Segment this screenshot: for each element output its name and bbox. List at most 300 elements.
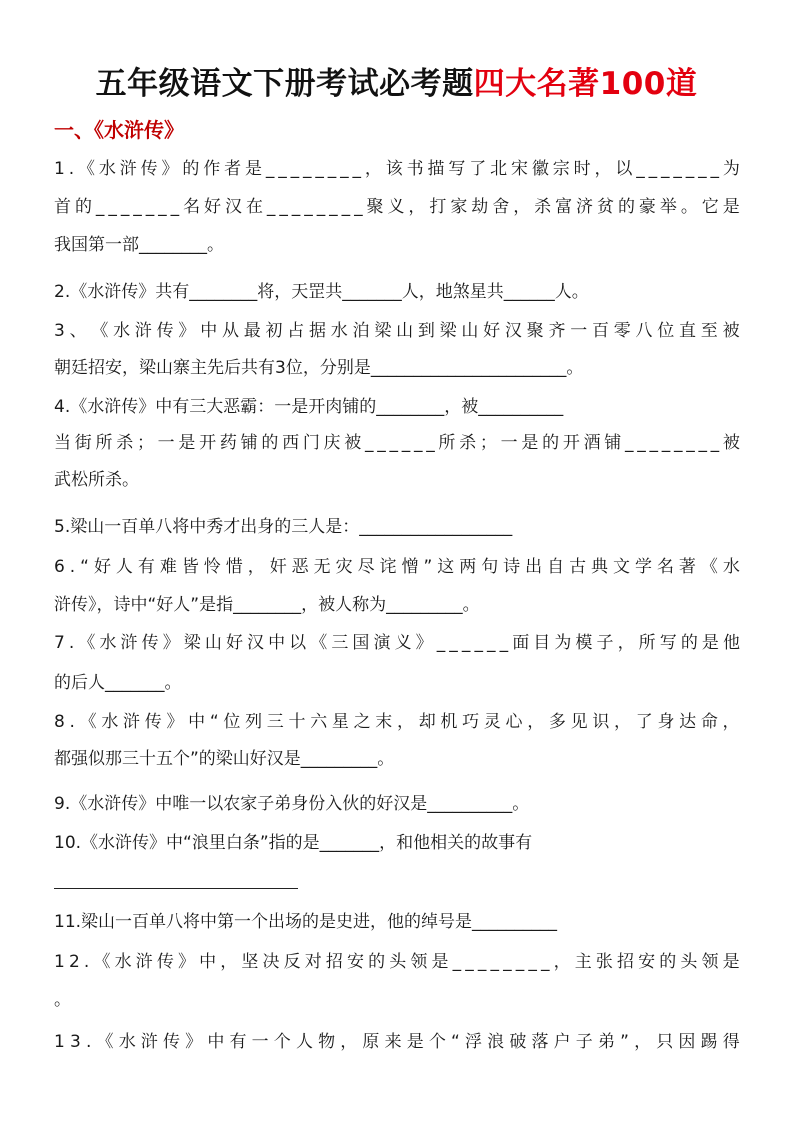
char: ， [614,712,632,732]
char: _ [698,433,707,453]
char: 浮 [465,1032,482,1052]
char: _ [673,159,682,179]
question-line [54,1030,740,1054]
char: 人 [115,557,133,577]
char: . [69,712,75,732]
char: _ [698,159,707,179]
char: 末 [375,712,393,732]
char: 一 [251,1032,269,1052]
char: 见 [570,712,588,732]
char: 被 [722,433,740,453]
char: _ [377,433,386,453]
char: _ [465,952,474,972]
char: 落 [531,1032,549,1052]
question-line [54,431,740,455]
char: 中 [188,712,206,732]
char: 模 [575,633,593,653]
char: 头 [389,952,407,972]
char: 铺 [604,433,622,453]
char: _ [426,433,435,453]
char: 水 [99,633,117,653]
char: _ [302,159,312,179]
char: _ [352,159,361,179]
char: _ [315,159,324,179]
question-line: 都强似那三十五个”的梁山好汉是_________。 [54,749,395,769]
char: 者 [224,159,242,179]
char: 张 [595,952,613,972]
char: 。 [680,197,698,217]
char: 原 [362,1032,380,1052]
char: 一 [570,321,588,341]
char: _ [685,159,695,179]
char: 心 [505,712,523,732]
char: 首 [54,197,71,217]
char: 水 [113,321,131,341]
char: 浒 [140,1032,158,1052]
char: 西 [282,433,300,453]
char: 学 [634,557,652,577]
char: 聚 [526,321,544,341]
char: 所 [638,633,656,653]
char: 聚 [366,197,384,217]
char: 皆 [181,557,199,577]
char: 命 [700,712,718,732]
char: 至 [700,321,718,341]
char: 的 [182,159,200,179]
char: 演 [373,633,391,653]
char: 子 [596,633,614,653]
char: 义 [387,197,405,217]
char: 好 [204,197,222,217]
char: 多 [548,712,566,732]
char: ， [247,557,265,577]
question-line: 11.梁山一百单八将中第一个出场的是史进，他的绰号是__________ [54,912,558,932]
char: 1 [54,1032,65,1052]
char: 贫 [597,197,614,217]
char: _ [673,433,683,453]
char: 劫 [471,197,489,217]
char: 出 [525,557,543,577]
char: 十 [288,712,306,732]
char: _ [401,433,411,453]
char: _ [499,633,509,653]
char: 了 [469,159,487,179]
char: 识 [592,712,610,732]
char: 直 [679,321,697,341]
char: 来 [384,1032,402,1052]
char: 典 [591,557,609,577]
char: 汉 [504,321,522,341]
char: _ [528,952,537,972]
char: 是 [431,952,449,972]
char: 坚 [241,952,259,972]
char: 被 [722,321,740,341]
char: 中 [199,952,217,972]
char: . [68,633,75,653]
char: 安 [638,952,656,972]
char: 主 [574,952,592,972]
char: 传 [144,712,162,732]
char: 有 [229,1032,247,1052]
char: 杀 [534,197,552,217]
char: 灵 [483,712,501,732]
char: . [69,557,76,577]
char: “ [451,1032,460,1052]
char: 该 [385,159,403,179]
char: 《 [78,633,96,653]
char: _ [389,433,398,453]
char: 好 [93,557,111,577]
char: _ [265,159,275,179]
char: 开 [562,433,580,453]
char: 反 [283,952,301,972]
char: 人 [295,1032,313,1052]
question-line: 的后人_______。 [54,673,182,693]
char: 为 [722,159,740,179]
char: “ [209,712,219,732]
char: 《 [79,712,97,732]
char: 弟 [597,1032,615,1052]
char: ， [527,712,545,732]
question-line: 武松所杀。 [54,470,139,490]
char: ， [364,159,382,179]
char: 的 [368,952,386,972]
char: 的 [542,433,560,453]
char: 以 [289,633,307,653]
char: ” [620,1032,629,1052]
char: 《 [77,159,95,179]
question-line [54,710,740,734]
char: 徽 [531,159,549,179]
char: 》 [161,159,179,179]
char: 写 [448,159,466,179]
char: 三 [266,712,284,732]
char: 杀 [116,433,134,453]
char: _ [660,159,670,179]
char: 水 [118,1032,136,1052]
char: 《 [310,633,328,653]
char: 达 [679,712,697,732]
char: 从 [221,321,239,341]
char: . [85,1032,92,1052]
char: “ [80,557,89,577]
char: ， [513,197,531,217]
char: 只 [656,1032,674,1052]
char: _ [158,197,167,217]
char: _ [710,433,720,453]
char: ， [397,712,414,732]
answer-blank-line [54,888,298,889]
char: 是 [244,159,262,179]
char: 是 [722,197,740,217]
char: _ [637,433,646,453]
char: _ [487,633,496,653]
char: 位 [223,712,241,732]
char: _ [710,159,719,179]
char: 中 [268,633,286,653]
char: 八 [635,321,653,341]
char: _ [413,433,423,453]
char: 憎 [401,557,419,577]
title-red-part: 四大名著100道 [473,66,698,102]
question-line: 5.梁山一百单八将中秀才出身的三人是：__________________ [54,517,513,537]
char: 3 [54,321,65,341]
char: 宗 [552,159,570,179]
char: 得 [722,1032,740,1052]
question-line [54,195,740,219]
char: 1 [54,159,65,179]
char: 安 [346,952,364,972]
char: 齐 [548,321,566,341]
char: _ [354,197,363,217]
char: 《 [93,952,111,972]
char: 两 [459,557,477,577]
char: _ [145,197,155,217]
question-line: 朝廷招安，梁山寨主先后共有3位，分别是_______________________。 [54,358,584,378]
char: 打 [429,197,447,217]
char: 身 [657,712,675,732]
char: 个 [273,1032,291,1052]
char: 诗 [503,557,521,577]
char: _ [474,633,483,653]
char: 山 [204,633,222,653]
char: 为 [554,633,572,653]
char: _ [503,952,512,972]
char: 位 [657,321,675,341]
char: . [68,159,75,179]
char: 1 [54,952,65,972]
char: 泊 [352,321,370,341]
char: 他 [722,633,740,653]
char: 》 [177,952,195,972]
char: 汉 [247,633,265,653]
question-line: 2.《水浒传》共有________将，天罡共_______人，地煞星共______人。 [54,282,589,302]
char: 六 [310,712,328,732]
char: 星 [331,712,349,732]
char: _ [477,952,487,972]
char: 水 [722,557,740,577]
char: 街 [74,433,92,453]
char: 2 [68,952,80,972]
question-line: 9.《水浒传》中唯一以农家子弟身份入伙的好汉是__________。 [54,794,530,814]
char: 》 [415,633,433,653]
char: 梁 [439,321,457,341]
char: _ [279,197,288,217]
char: 描 [427,159,445,179]
char: 传 [163,1032,180,1052]
char: _ [120,197,130,217]
char: 一 [500,433,518,453]
char: ， [553,952,571,972]
char: _ [341,197,351,217]
char: 门 [302,433,320,453]
char: 三 [331,633,349,653]
char: _ [133,197,142,217]
char: 是 [701,633,719,653]
char: _ [170,197,180,217]
char: 面 [512,633,530,653]
question-line [54,157,740,181]
char: _ [327,159,337,179]
char: ， [617,633,635,653]
char: _ [304,197,313,217]
char: 水 [101,712,119,732]
char: 7 [54,633,65,653]
char: 梁 [374,321,392,341]
char: 》 [162,633,180,653]
char: _ [648,159,658,179]
char: 灾 [335,557,353,577]
char: 有 [137,557,155,577]
question-line: 4.《水浒传》中有三大恶霸：一是开肉铺的________，被__________ [54,397,564,417]
char: 》 [178,321,196,341]
char: 了 [635,712,653,732]
char: 是 [722,952,740,972]
char: 领 [410,952,428,972]
char: 药 [219,433,237,453]
question-line: 。 [54,990,71,1010]
char: _ [636,159,645,179]
char: 奸 [269,557,287,577]
char: _ [686,433,695,453]
char: _ [108,197,117,217]
char: . [83,952,90,972]
char: 是 [521,433,539,453]
char: 杀 [459,433,477,453]
char: ； [136,433,154,453]
char: 诧 [379,557,397,577]
char: 名 [183,197,201,217]
char: 子 [575,1032,593,1052]
question-line: 我国第一部________。 [54,235,224,255]
char: ” [423,557,433,577]
section-heading: 一、《水浒传》 [54,118,184,142]
char: 好 [483,321,501,341]
char: 国 [352,633,370,653]
char: 书 [406,159,424,179]
char: 的 [680,633,698,653]
char: 著 [678,557,696,577]
char: 古 [569,557,587,577]
char: 中 [207,1032,225,1052]
char: _ [449,633,458,653]
char: 难 [159,557,177,577]
char: 浒 [119,159,137,179]
char: 开 [199,433,217,453]
char: ； [479,433,497,453]
char: 头 [680,952,698,972]
char: _ [316,197,326,217]
char: _ [340,159,349,179]
char: 浒 [120,633,138,653]
char: 的 [617,197,635,217]
char: 铺 [240,433,258,453]
char: 《 [700,557,718,577]
char: _ [329,197,338,217]
char: 舍 [492,197,510,217]
char: 巧 [462,712,480,732]
char: 当 [54,433,71,453]
char: 是 [178,433,196,453]
char: 浪 [487,1032,505,1052]
char: 之 [353,712,371,732]
char: ， [634,1032,652,1052]
char: 招 [325,952,343,972]
char: 的 [74,197,92,217]
char: 占 [287,321,305,341]
char: 一 [157,433,175,453]
page-title [0,58,793,103]
question-line: 10.《水浒传》中“浪里白条”指的是_______，和他相关的故事有 [54,833,533,853]
char: 对 [304,952,322,972]
char: 据 [309,321,327,341]
char: 举 [659,197,677,217]
char: 是 [406,1032,424,1052]
question-line [54,555,740,579]
char: 破 [509,1032,527,1052]
char: 尽 [357,557,375,577]
char: 时 [573,159,591,179]
char: 句 [481,557,499,577]
char: _ [266,197,276,217]
char: 》 [185,1032,203,1052]
char: 的 [659,952,677,972]
char: 自 [547,557,565,577]
char: 浒 [134,321,152,341]
question-line: 浒传》，诗中“好人”是指________，被人称为_________。 [54,595,480,615]
char: 被 [344,433,362,453]
char: 名 [656,557,674,577]
question-line [54,950,740,974]
char: 浒 [135,952,153,972]
char: 《 [96,1032,114,1052]
char: _ [625,433,634,453]
char: 踢 [700,1032,718,1052]
char: 宋 [510,159,528,179]
char: 目 [533,633,551,653]
char: 汉 [224,197,242,217]
char: _ [461,633,471,653]
char: 好 [225,633,243,653]
char: ， [408,197,426,217]
char: 个 [428,1032,446,1052]
char: 传 [156,321,174,341]
char: _ [278,159,287,179]
char: 无 [313,557,331,577]
char: 户 [553,1032,571,1052]
char: 传 [141,633,159,653]
char: 《 [91,321,109,341]
char: 水 [98,159,116,179]
char: ， [340,1032,358,1052]
char: 决 [262,952,280,972]
char: 所 [438,433,456,453]
char: _ [452,952,462,972]
char: 水 [114,952,132,972]
char: _ [365,433,374,453]
title-black-part: 五年级语文下册考试必考题 [95,66,474,102]
char: _ [290,159,300,179]
char: 8 [54,712,65,732]
char: 领 [701,952,719,972]
char: 零 [613,321,631,341]
char: 在 [245,197,263,217]
char: 写 [659,633,677,653]
char: 最 [243,321,261,341]
char: _ [649,433,658,453]
char: 富 [555,197,573,217]
char: _ [291,197,301,217]
